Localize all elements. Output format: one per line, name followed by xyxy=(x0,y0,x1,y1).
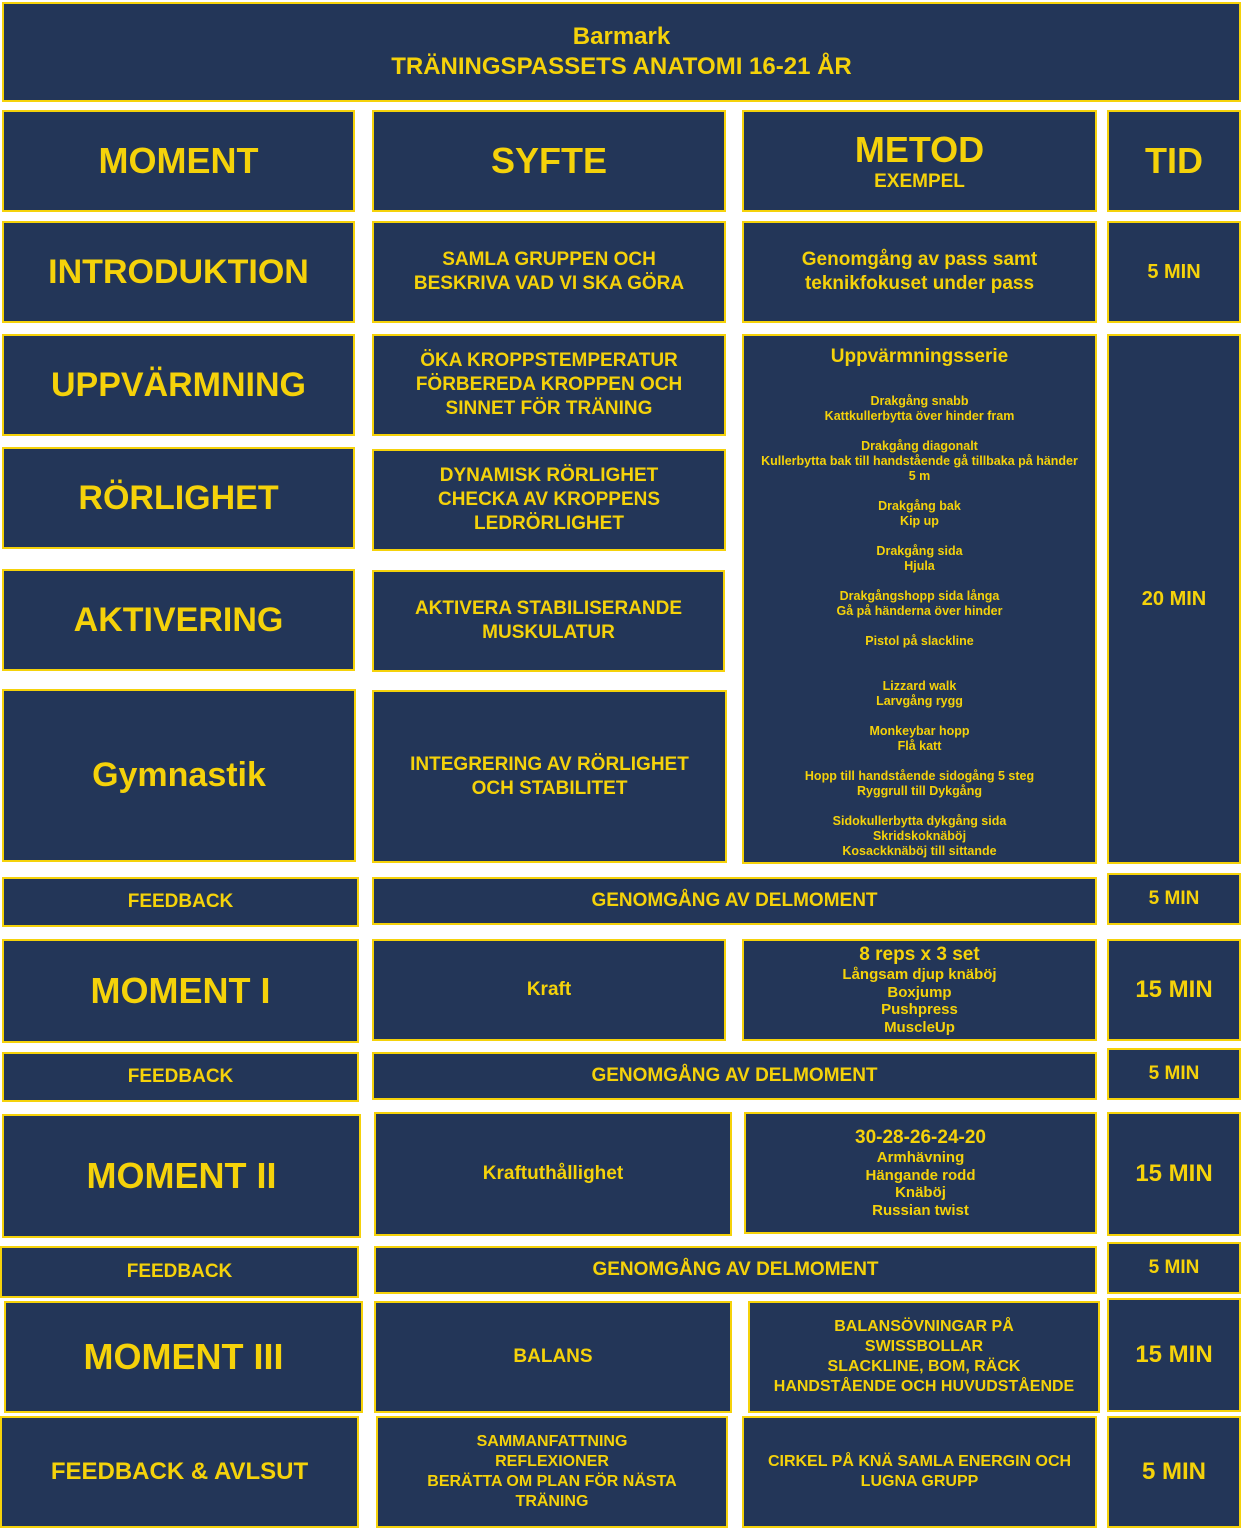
syfte-line: SAMLA GRUPPEN OCH xyxy=(442,249,656,271)
syfte-uppvarmning xyxy=(372,334,726,436)
tid-label: 20 MIN xyxy=(1141,587,1207,610)
exercise-item: Drakgång snabb xyxy=(870,394,969,408)
series-group xyxy=(833,814,1007,859)
tid-label: 15 MIN xyxy=(1135,1160,1213,1187)
moment-avslut xyxy=(0,1416,359,1528)
exercise-item: Kullerbytta bak till handstående gå tillbaka på händer xyxy=(761,454,1078,468)
column-header-tid-label: TID xyxy=(1145,140,1203,181)
moment-1 xyxy=(2,939,359,1043)
syfte-line: Kraft xyxy=(526,979,572,1000)
exercise-item: Pistol på slackline xyxy=(865,634,974,648)
page-title xyxy=(2,2,1241,102)
moment-label: MOMENT I xyxy=(90,970,271,1011)
feedback-3-text xyxy=(374,1246,1097,1294)
moment-label: FEEDBACK & AVLSUT xyxy=(50,1458,309,1485)
series-group xyxy=(836,589,1002,619)
column-header-metod-sublabel: EXEMPEL xyxy=(874,171,965,192)
moment-3 xyxy=(4,1301,363,1413)
syfte-line: MUSKULATUR xyxy=(482,622,615,643)
exercise-item: Drakgångshopp sida långa xyxy=(839,589,1000,603)
series-group xyxy=(878,499,961,529)
feedback-2-text xyxy=(372,1052,1097,1100)
moment-label: MOMENT II xyxy=(86,1155,277,1196)
moment-label: FEEDBACK xyxy=(126,1261,233,1282)
column-header-metod xyxy=(742,110,1097,212)
metod-line: CIRKEL PÅ KNÄ SAMLA ENERGIN OCH xyxy=(767,1453,1072,1470)
syfte-line: SINNET FÖR TRÄNING xyxy=(445,397,653,419)
exercise-item: Drakgång diagonalt xyxy=(861,439,978,453)
title-line-2: TRÄNINGSPASSETS ANATOMI 16-21 ÅR xyxy=(391,53,852,80)
syfte-line: SAMMANFATTNING xyxy=(476,1433,628,1450)
tid-label: 15 MIN xyxy=(1135,1341,1213,1368)
metod-introduktion xyxy=(742,221,1097,323)
exercise-item: Hopp till handstående sidogång 5 steg xyxy=(804,769,1035,783)
metod-line: teknikfokuset under pass xyxy=(804,273,1035,294)
series-group xyxy=(869,724,969,754)
moment-uppvarmning xyxy=(2,334,355,436)
tid-moment-2 xyxy=(1107,1112,1241,1236)
syfte-line: LEDRÖRLIGHET xyxy=(474,512,624,534)
exercise-item: Ryggrull till Dykgång xyxy=(856,784,982,798)
metod-moment-3 xyxy=(748,1301,1100,1413)
tid-uppvarmning xyxy=(1107,334,1241,864)
syfte-avslut xyxy=(376,1416,728,1528)
moment-feedback-1 xyxy=(2,877,359,927)
exercise-item: Kip up xyxy=(900,514,939,528)
moment-feedback-2 xyxy=(2,1052,359,1102)
exercise-item: Hängande rodd xyxy=(865,1166,976,1184)
tid-label: 5 MIN xyxy=(1141,1458,1206,1485)
metod-uppvarmningsserie xyxy=(742,334,1097,864)
exercise-item: Kattkullerbytta över hinder fram xyxy=(824,409,1015,423)
metod-avslut xyxy=(742,1416,1097,1528)
column-header-syfte-label: SYFTE xyxy=(490,140,607,181)
syfte-line: DYNAMISK RÖRLIGHET xyxy=(439,465,659,487)
column-header-tid xyxy=(1107,110,1241,212)
exercise-item: Drakgång bak xyxy=(878,499,961,513)
syfte-aktivering xyxy=(372,570,725,672)
exercise-item: Armhävning xyxy=(876,1149,965,1166)
syfte-introduktion xyxy=(372,221,726,323)
moment-label: AKTIVERING xyxy=(73,600,284,639)
syfte-line: ÖKA KROPPSTEMPERATUR xyxy=(420,350,678,372)
exercise-item: Boxjump xyxy=(887,983,952,1001)
moment-label: MOMENT III xyxy=(83,1336,284,1377)
tid-feedback-3 xyxy=(1107,1242,1241,1294)
feedback-label: GENOMGÅNG AV DELMOMENT xyxy=(591,890,878,911)
syfte-moment-1 xyxy=(372,939,726,1041)
metod-line: LUGNA GRUPP xyxy=(860,1473,979,1490)
exercise-item: Pushpress xyxy=(881,1001,958,1018)
title-line-1: Barmark xyxy=(572,23,671,50)
series-group xyxy=(761,439,1078,484)
exercise-item: Russian twist xyxy=(872,1201,969,1219)
tid-label: 5 MIN xyxy=(1147,260,1201,283)
metod-line: SLACKLINE, BOM, RÄCK xyxy=(827,1358,1021,1375)
syfte-line: INTEGRERING AV RÖRLIGHET xyxy=(410,753,689,775)
moment-label: FEEDBACK xyxy=(127,1066,234,1087)
metod-heading: 30-28-26-24-20 xyxy=(855,1127,986,1148)
metod-moment-1 xyxy=(742,939,1097,1041)
syfte-line: CHECKA AV KROPPENS xyxy=(437,489,661,511)
exercise-item: Sidokullerbytta dykgång sida xyxy=(832,814,1007,828)
exercise-item: Flå katt xyxy=(897,739,942,753)
moment-feedback-3 xyxy=(0,1246,359,1298)
exercise-item: Larvgång rygg xyxy=(876,694,963,708)
moment-label: UPPVÄRMNING xyxy=(50,365,307,404)
syfte-line: FÖRBEREDA KROPPEN OCH xyxy=(415,374,683,396)
exercise-item: Knäböj xyxy=(895,1184,946,1201)
series-group xyxy=(805,769,1034,799)
syfte-rorlighet xyxy=(372,449,726,551)
moment-label: RÖRLIGHET xyxy=(78,478,279,517)
moment-rorlighet xyxy=(2,447,355,549)
exercise-item: Långsam djup knäböj xyxy=(842,966,997,983)
syfte-line: REFLEXIONER xyxy=(495,1453,609,1470)
tid-label: 5 MIN xyxy=(1148,1063,1200,1084)
column-header-moment xyxy=(2,110,355,212)
exercise-item: Monkeybar hopp xyxy=(869,724,970,738)
feedback-label: GENOMGÅNG AV DELMOMENT xyxy=(592,1259,879,1280)
column-header-metod-label: METOD xyxy=(854,129,985,170)
exercise-item: Lizzard walk xyxy=(882,679,957,693)
tid-introduktion xyxy=(1107,221,1241,323)
metod-heading: 8 reps x 3 set xyxy=(859,944,980,965)
syfte-line: BESKRIVA VAD VI SKA GÖRA xyxy=(413,273,685,294)
metod-line: BALANSÖVNINGAR PÅ xyxy=(834,1318,1014,1335)
tid-moment-1 xyxy=(1107,939,1241,1041)
moment-gymnastik xyxy=(2,689,356,862)
metod-moment-2 xyxy=(744,1112,1097,1234)
metod-line: SWISSBOLLAR xyxy=(864,1338,984,1355)
exercise-item: MuscleUp xyxy=(884,1018,955,1036)
exercise-item: Skridskoknäböj xyxy=(872,829,967,843)
series-title: Uppvärmningsserie xyxy=(830,346,1009,367)
moment-label: INTRODUKTION xyxy=(48,252,309,291)
tid-moment-3 xyxy=(1107,1298,1241,1412)
syfte-gymnastik xyxy=(372,690,727,863)
syfte-line: TRÄNING xyxy=(515,1493,589,1510)
metod-line: Genomgång av pass samt xyxy=(801,249,1038,271)
column-header-moment-label: MOMENT xyxy=(98,140,259,181)
syfte-line: BERÄTTA OM PLAN FÖR NÄSTA xyxy=(427,1473,677,1490)
series-group xyxy=(825,394,1015,424)
exercise-item: Hjula xyxy=(904,559,935,573)
column-header-syfte xyxy=(372,110,726,212)
series-group xyxy=(876,679,963,709)
syfte-line: OCH STABILITET xyxy=(471,777,628,799)
tid-label: 5 MIN xyxy=(1148,1257,1200,1278)
moment-aktivering xyxy=(2,569,355,671)
feedback-1-text xyxy=(372,877,1097,925)
feedback-label: GENOMGÅNG AV DELMOMENT xyxy=(591,1065,878,1086)
exercise-item: Drakgång sida xyxy=(876,544,963,558)
tid-label: 15 MIN xyxy=(1135,976,1213,1003)
exercise-item: Gå på händerna över hinder xyxy=(836,604,1003,618)
syfte-moment-2 xyxy=(374,1112,732,1236)
moment-label: FEEDBACK xyxy=(127,891,234,912)
exercise-item: Kosackknäböj till sittande xyxy=(842,844,997,858)
moment-label: Gymnastik xyxy=(92,756,266,794)
moment-2 xyxy=(2,1114,361,1238)
exercise-item: 5 m xyxy=(908,469,931,483)
tid-feedback-1 xyxy=(1107,873,1241,925)
series-group xyxy=(876,544,962,574)
syfte-line: Kraftuthållighet xyxy=(482,1163,624,1184)
tid-label: 5 MIN xyxy=(1148,888,1200,909)
syfte-moment-3 xyxy=(374,1301,732,1413)
syfte-line: AKTIVERA STABILISERANDE xyxy=(414,598,683,620)
tid-feedback-2 xyxy=(1107,1048,1241,1100)
tid-avslut xyxy=(1107,1416,1241,1528)
series-group xyxy=(865,634,973,649)
syfte-line: BALANS xyxy=(513,1346,593,1367)
moment-introduktion xyxy=(2,221,355,323)
metod-line: HANDSTÅENDE OCH HUVUDSTÅENDE xyxy=(773,1378,1075,1395)
